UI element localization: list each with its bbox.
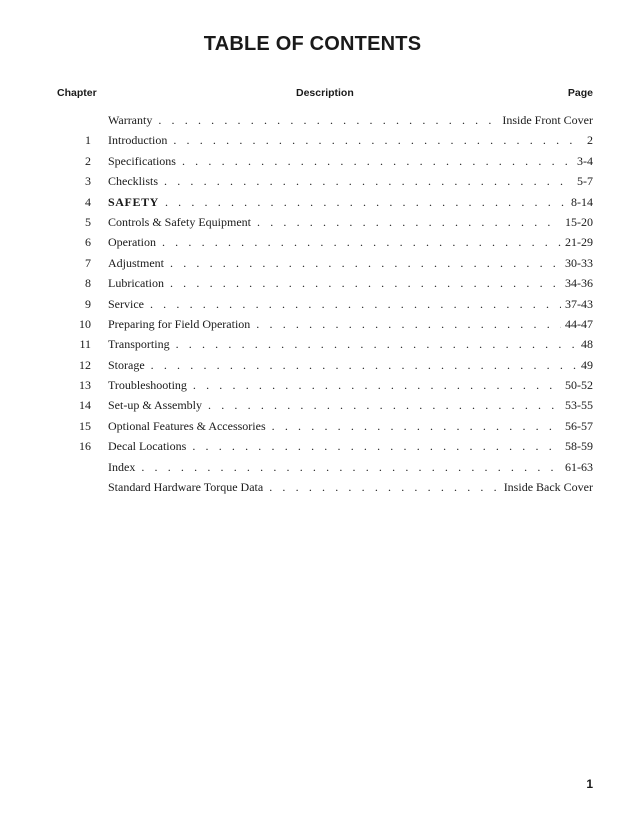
chapter-number: 11 [79, 337, 91, 352]
toc-entry [0, 436, 625, 456]
toc-entry-line [108, 253, 593, 273]
page-reference: 21-29 [565, 235, 593, 250]
dot-leader [182, 151, 573, 171]
chapter-number: 13 [79, 378, 91, 393]
chapter-number: 6 [85, 235, 91, 250]
toc-entry-line [108, 192, 593, 212]
chapter-title: Optional Features & Accessories [108, 418, 266, 433]
chapter-title: Checklists [108, 174, 158, 189]
toc-entry [0, 355, 625, 375]
chapter-number: 9 [85, 296, 91, 311]
page-reference: 44-47 [565, 316, 593, 331]
page-reference: 3-4 [577, 153, 593, 168]
toc-entry-line [108, 334, 593, 354]
chapter-title: Preparing for Field Operation [108, 316, 251, 331]
chapter-title: Operation [108, 235, 156, 250]
dot-leader [141, 457, 561, 477]
page-reference: 48 [581, 337, 593, 352]
toc-entry-line [108, 457, 593, 477]
column-header-page: Page [567, 87, 593, 99]
toc-entry-line [108, 212, 593, 232]
toc-entry [0, 253, 625, 273]
page-title: TABLE OF CONTENTS [203, 33, 422, 55]
chapter-title: Troubleshooting [108, 378, 187, 393]
chapter-number: 8 [85, 276, 91, 291]
chapter-number: 4 [85, 194, 91, 209]
chapter-title: Adjustment [108, 255, 164, 270]
dot-leader [158, 110, 498, 130]
chapter-title: Decal Locations [108, 439, 187, 454]
chapter-number: 7 [85, 255, 91, 270]
toc-entry-line [108, 355, 593, 375]
toc-entry [0, 192, 625, 212]
dot-leader [208, 395, 561, 415]
toc-entry-line [108, 314, 593, 334]
toc-entry [0, 151, 625, 171]
chapter-number: 2 [85, 153, 91, 168]
dot-leader [150, 294, 561, 314]
chapter-title: Transporting [108, 337, 170, 352]
dot-leader [173, 130, 583, 150]
page-reference: 56-57 [565, 418, 593, 433]
page-reference: Inside Back Cover [503, 480, 593, 495]
page-reference: 2 [587, 133, 593, 148]
toc-entry [0, 232, 625, 252]
dot-leader [192, 436, 561, 456]
chapter-number: 15 [79, 418, 91, 433]
dot-leader [257, 212, 561, 232]
page-reference: 30-33 [565, 255, 593, 270]
toc-entry [0, 212, 625, 232]
chapter-title: Index [108, 459, 136, 474]
toc-entry [0, 130, 625, 150]
toc-entry [0, 110, 625, 130]
page-reference: 5-7 [577, 174, 593, 189]
chapter-title: Lubrication [108, 276, 164, 291]
column-header-description: Description [296, 87, 354, 99]
toc-entry-line [108, 416, 593, 436]
dot-leader [269, 477, 499, 497]
toc-entry-line [108, 232, 593, 252]
page-number: 1 [586, 777, 593, 791]
page-reference: 53-55 [565, 398, 593, 413]
dot-leader [165, 192, 567, 212]
toc-entry-line [108, 395, 593, 415]
toc-entry-line [108, 110, 593, 130]
toc-entry [0, 334, 625, 354]
chapter-number: 14 [79, 398, 91, 413]
toc-entry-line [108, 375, 593, 395]
chapter-title: Storage [108, 357, 145, 372]
dot-leader [170, 253, 561, 273]
column-header-chapter: Chapter [57, 87, 97, 99]
toc-entry-line [108, 294, 593, 314]
toc-entry [0, 171, 625, 191]
chapter-number: 10 [79, 316, 91, 331]
toc-entry [0, 314, 625, 334]
chapter-title: SAFETY [108, 194, 159, 209]
dot-leader [256, 314, 561, 334]
dot-leader [170, 273, 561, 293]
toc-entry-line [108, 436, 593, 456]
toc-entry [0, 477, 625, 497]
page-reference: 8-14 [571, 194, 593, 209]
toc-entry [0, 294, 625, 314]
toc-entry-line [108, 273, 593, 293]
toc-entry-line [108, 130, 593, 150]
chapter-title: Specifications [108, 153, 176, 168]
toc-entry [0, 375, 625, 395]
chapter-title: Set-up & Assembly [108, 398, 203, 413]
page-reference: 61-63 [565, 459, 593, 474]
toc-entry-line [108, 477, 593, 497]
page-reference: 50-52 [565, 378, 593, 393]
chapter-title: Controls & Safety Equipment [108, 214, 251, 229]
page-reference: 34-36 [565, 276, 593, 291]
page-reference: 15-20 [565, 214, 593, 229]
chapter-number: 16 [79, 439, 91, 454]
chapter-title: Standard Hardware Torque Data [108, 480, 264, 495]
toc-entry [0, 395, 625, 415]
toc-entry-line [108, 171, 593, 191]
dot-leader [162, 232, 561, 252]
toc-entry [0, 416, 625, 436]
toc-entry [0, 273, 625, 293]
chapter-number: 1 [85, 133, 91, 148]
chapter-title: Introduction [108, 133, 168, 148]
dot-leader [176, 334, 577, 354]
chapter-number: 5 [85, 214, 91, 229]
chapter-title: Service [108, 296, 144, 311]
chapter-title: Warranty [108, 113, 153, 127]
page-reference: 58-59 [565, 439, 593, 454]
chapter-number: 3 [85, 174, 91, 189]
toc-list [0, 110, 625, 497]
dot-leader [193, 375, 561, 395]
dot-leader [164, 171, 573, 191]
page-reference: Inside Front Cover [502, 113, 593, 127]
dot-leader [272, 416, 561, 436]
dot-leader [151, 355, 577, 375]
chapter-number: 12 [79, 357, 91, 372]
page-reference: 37-43 [565, 296, 593, 311]
page-reference: 49 [581, 357, 593, 372]
toc-entry-line [108, 151, 593, 171]
toc-entry [0, 457, 625, 477]
